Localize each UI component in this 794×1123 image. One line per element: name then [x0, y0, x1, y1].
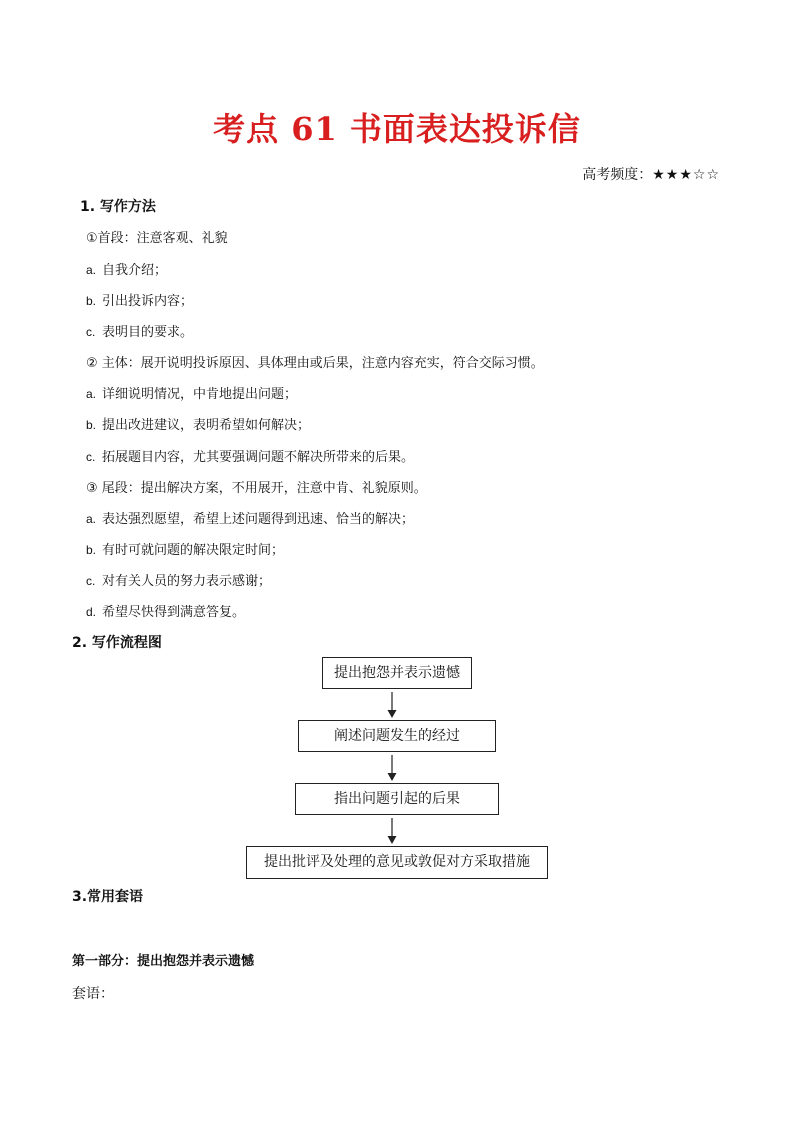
frequency-label: 高考频度： [582, 167, 653, 183]
line-text: 表达强烈愿望，希望上述问题得到迅速、恰当的解决； [102, 512, 415, 527]
method-line [86, 446, 414, 465]
flow-step-3: 指出问题引起的后果 [295, 783, 499, 815]
method-line [86, 570, 271, 589]
flow-step-2: 阐述问题发生的经过 [298, 720, 496, 752]
line-marker: a. [86, 263, 97, 277]
section-heading-common-phrases: 3.常用套语 [72, 889, 144, 905]
line-text: 引出投诉内容； [102, 294, 194, 309]
flow-arrow-icon [385, 690, 399, 720]
flow-arrow-icon [385, 816, 399, 846]
line-text: ③ 尾段：提出解决方案，不用展开，注意中肯、礼貌原则。 [86, 481, 427, 496]
line-marker: d. [86, 605, 97, 619]
line-text: 自我介绍； [102, 263, 168, 278]
page-title: 考点 61 书面表达投诉信 [213, 110, 581, 148]
method-line [86, 477, 427, 496]
line-text: 详细说明情况，中肯地提出问题； [102, 387, 298, 402]
method-line [86, 227, 228, 246]
line-marker: c. [86, 325, 96, 339]
part-one-heading: 第一部分：提出抱怨并表示遗憾 [72, 954, 255, 969]
method-line [86, 383, 297, 402]
line-marker: c. [86, 450, 96, 464]
line-text: 提出改进建议，表明希望如何解决； [102, 418, 311, 433]
method-line [86, 508, 414, 527]
line-text: ①首段：注意客观、礼貌 [86, 231, 228, 246]
line-marker: b. [86, 418, 97, 432]
section-heading-writing-method: 1. 写作方法 [80, 199, 156, 215]
flow-arrow-icon [385, 753, 399, 783]
phrases-label: 套语： [72, 986, 114, 1002]
line-text: 拓展题目内容，尤其要强调问题不解决所带来的后果。 [102, 450, 415, 465]
method-line [86, 321, 193, 340]
method-line [86, 352, 544, 371]
method-line [86, 259, 167, 278]
line-marker: c. [86, 574, 96, 588]
method-line [86, 539, 284, 558]
line-text: 表明目的要求。 [102, 325, 194, 340]
frequency-stars: ★★★☆☆ [652, 167, 720, 183]
method-line [86, 414, 310, 433]
line-marker: a. [86, 512, 97, 526]
flow-step-4: 提出批评及处理的意见或敦促对方采取措施 [246, 846, 548, 879]
line-text: 希望尽快得到满意答复。 [102, 605, 246, 620]
line-text: 对有关人员的努力表示感谢； [102, 574, 272, 589]
line-text: ② 主体：展开说明投诉原因、具体理由或后果，注意内容充实，符合交际习惯。 [86, 356, 544, 371]
flow-step-1: 提出抱怨并表示遗憾 [322, 657, 472, 689]
line-marker: b. [86, 543, 97, 557]
line-marker: a. [86, 387, 97, 401]
method-line [86, 290, 193, 309]
exam-frequency [582, 164, 720, 184]
line-text: 有时可就问题的解决限定时间； [102, 543, 285, 558]
line-marker: b. [86, 294, 97, 308]
method-line [86, 601, 245, 620]
section-heading-flowchart: 2. 写作流程图 [72, 635, 162, 651]
